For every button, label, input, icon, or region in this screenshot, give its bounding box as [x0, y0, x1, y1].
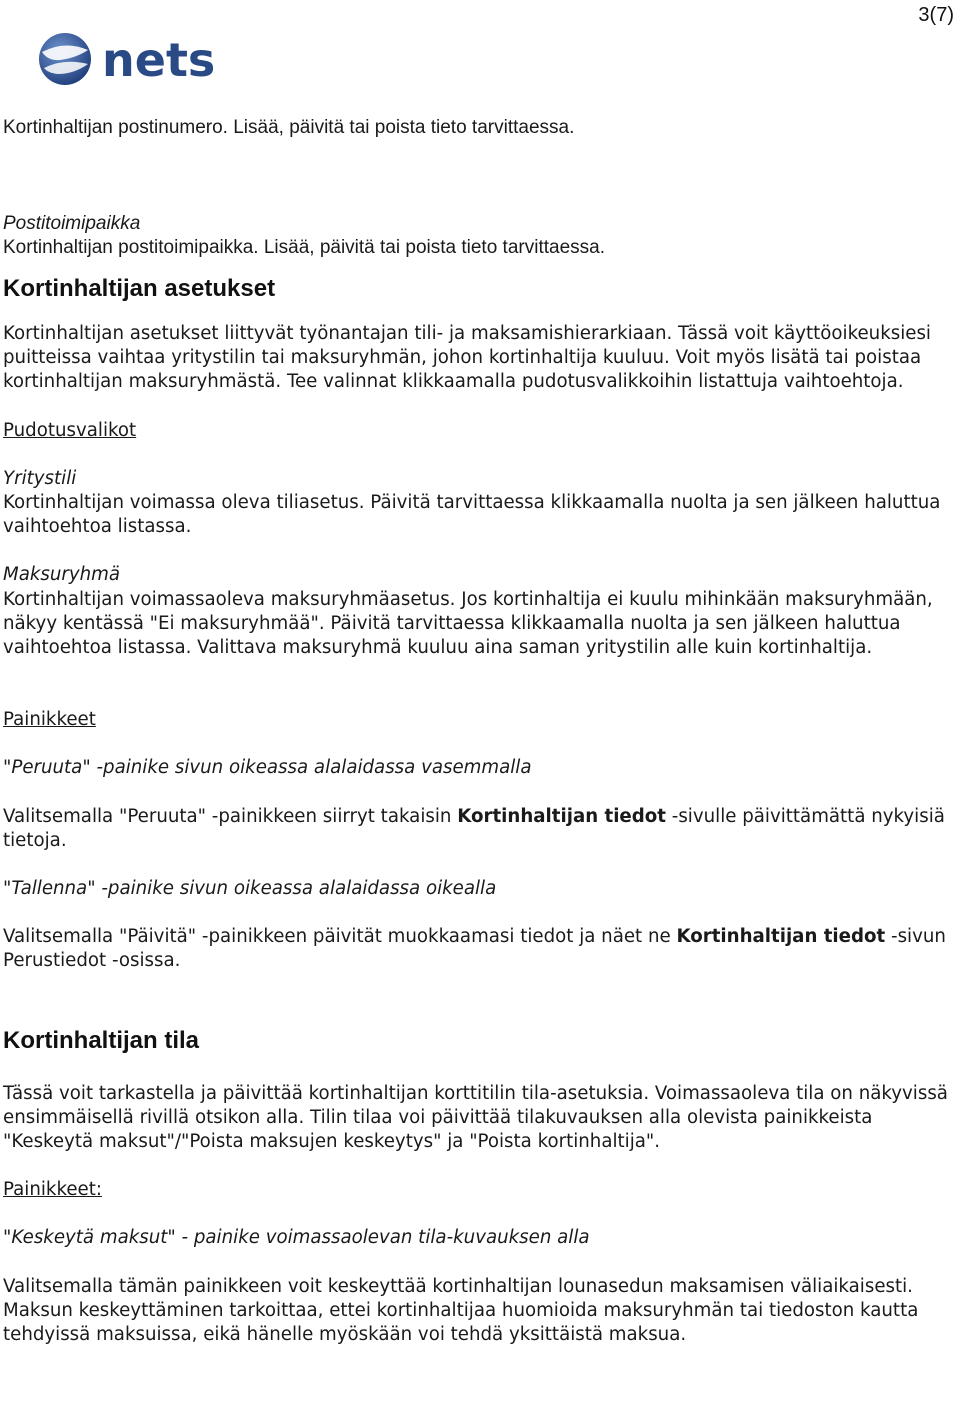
suspend-button-text: Valitsemalla tämän painikkeen voit keskeyttää kortinhaltijan lounasedun maksamisen väliaikaisesti. Maksun keskeyttäminen tarkoittaa, ettei kortinhaltijaa huomioida maksuryhmän tai tiedoston kautta tehdyissä maksuissa, eikä hänelle myöskään voi tehdä yksittäistä maksua.	[3, 1275, 919, 1346]
status-intro: Tässä voit tarkastella ja päivittää kortinhaltijan korttitilin tila-asetuksia. Voimassaoleva tila on näkyvissä ensimmäisellä rivillä otsikon alla. Tilin tilaa voi päivittää tilakuvauksen alla olevista painikkeista "Keskeytä maksut"/"Poista maksujen keskeytys" ja "Poista kortinhaltija".	[3, 1082, 948, 1153]
settings-heading: Kortinhaltijan asetukset	[3, 275, 276, 302]
city-description: Kortinhaltijan postitoimipaikka. Lisää, päivitä tai poista tieto tarvittaessa.	[3, 237, 605, 258]
company-account-text: Kortinhaltijan voimassa oleva tiliasetus. Päivitä tarvittaessa klikkaamalla nuolta ja sen jälkeen haluttua vaihtoehtoa listassa.	[3, 492, 941, 538]
save-text-end: -sivun Perustiedot -osissa.	[3, 926, 946, 972]
payment-group-text: Kortinhaltijan voimassaoleva maksuryhmäasetus. Jos kortinhaltija ei kuulu mihinkään maksuryhmään, näkyy kentässä "Ei maksuryhmää". Päivitä tarvittaessa klikkaamalla nuolta ja sen jälkeen haluttua vaihtoehtoa listassa. Valittava maksuryhmä kuuluu aina saman yritystilin alle kuin kortinhaltija.	[3, 588, 933, 659]
cancel-text-start: Valitsemalla "Peruuta" -painikkeen siirryt takaisin	[3, 805, 458, 827]
status-heading: Kortinhaltijan tila	[3, 1026, 200, 1054]
save-button-title: "Tallenna" -painike sivun oikeassa alalaidassa oikealla	[3, 878, 497, 900]
company-account-title: Yritystili	[3, 467, 77, 489]
city-title: Postitoimipaikka	[3, 213, 141, 234]
page-number: 3(7)	[918, 4, 954, 26]
dropdowns-title: Pudotusvalikot	[3, 419, 137, 441]
cancel-text-end: -sivulle päivittämättä nykyisiä tietoja.	[3, 805, 945, 851]
save-button-text	[3, 925, 958, 973]
nets-logo-icon	[38, 28, 238, 90]
status-buttons-title: Painikkeet:	[3, 1179, 102, 1201]
nets-logo	[38, 28, 238, 90]
payment-group-title: Maksuryhmä	[3, 564, 121, 586]
buttons-title: Painikkeet	[3, 709, 96, 731]
suspend-button-title: "Keskeytä maksut" - painike voimassaolevan tila-kuvauksen alla	[3, 1227, 590, 1249]
settings-intro: Kortinhaltijan asetukset liittyvät työnantajan tili- ja maksamishierarkiaan. Tässä voit käyttöoikeuksiesi puitteissa vaihtaa yritystilin tai maksuryhmän, johon kortinhaltija kuuluu. Voit myös lisätä tai poistaa kortinhaltijan maksuryhmästä. Tee valinnat klikkaamalla pudotusvalikkoihin listattuja vaihtoehtoja.	[3, 323, 931, 393]
postcode-description: Kortinhaltijan postinumero. Lisää, päivitä tai poista tieto tarvittaessa.	[3, 117, 575, 138]
save-text-bold: Kortinhaltijan tiedot	[676, 926, 886, 948]
cancel-button-text	[3, 805, 958, 853]
cancel-text-bold: Kortinhaltijan tiedot	[457, 805, 666, 827]
document-body	[3, 116, 958, 1347]
cancel-button-title: "Peruuta" -painike sivun oikeassa alalaidassa vasemmalla	[3, 757, 532, 779]
logo-text: nets	[102, 33, 216, 87]
save-text-start: Valitsemalla "Päivitä" -painikkeen päivität muokkaamasi tiedot ja näet ne	[3, 926, 677, 948]
